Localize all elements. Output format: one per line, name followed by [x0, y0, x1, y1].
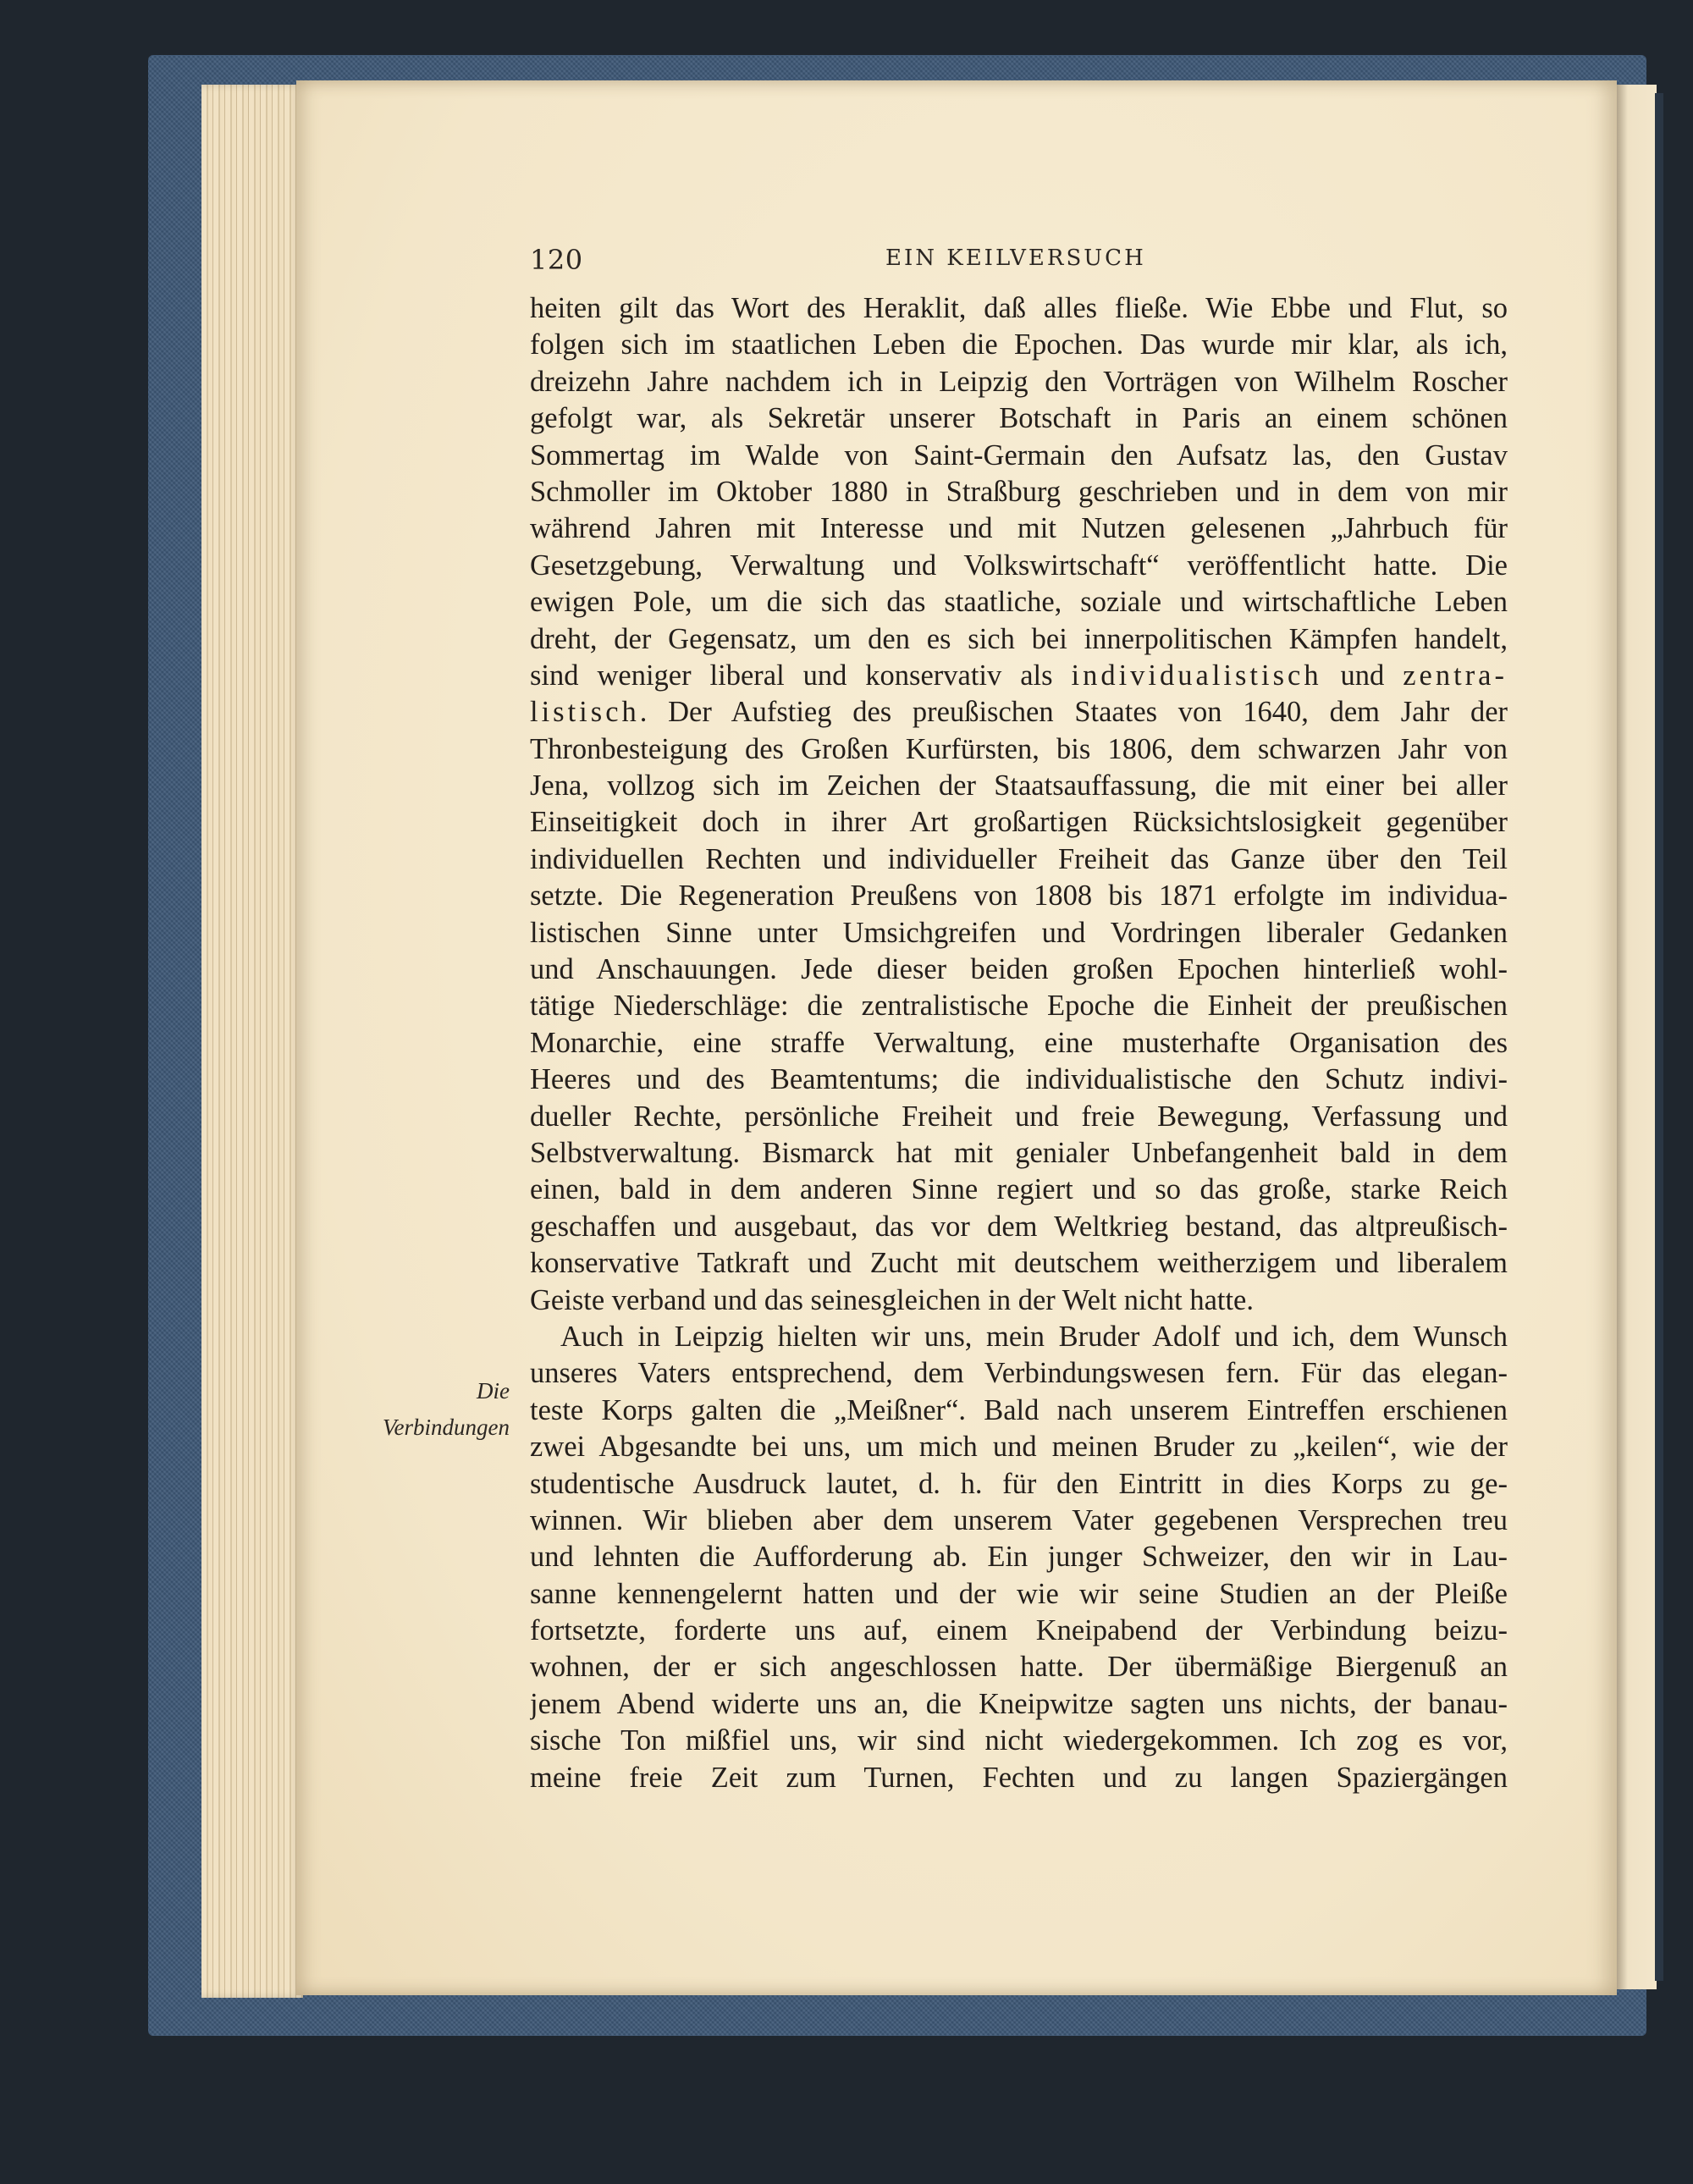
- text-line: unseres Vaters entsprechend, dem Verbindungswesen fern. Für das elegan-: [530, 1357, 1508, 1390]
- text-line: fortsetzte, forderte uns auf, einem Kneipabend der Verbindung beizu-: [530, 1614, 1508, 1647]
- margin-note-line: Die: [477, 1378, 510, 1404]
- margin-note-line: Verbindungen: [383, 1415, 510, 1441]
- text-line: Monarchie, eine straffe Verwaltung, eine musterhafte Organisation des: [530, 1026, 1508, 1059]
- text-line: dreizehn Jahre nachdem ich in Leipzig den Vorträgen von Wilhelm Roscher: [530, 365, 1508, 398]
- text-line: ewigen Pole, um die sich das staatliche, soziale und wirtschaftliche Leben: [530, 586, 1508, 619]
- text-line: Thronbesteigung des Großen Kurfürsten, bis 1806, dem schwarzen Jahr von: [530, 732, 1508, 765]
- text-line: wohnen, der er sich angeschlossen hatte. Der übermäßige Biergenuß an: [530, 1651, 1508, 1684]
- text-run: sind weniger liberal und konservativ als: [530, 659, 1072, 692]
- text-run: und: [1321, 659, 1403, 692]
- text-line: während Jahren mit Interesse und mit Nutzen gelesenen „Jahrbuch für: [530, 512, 1508, 545]
- text-line: [530, 658, 1508, 694]
- text-line: Selbstverwaltung. Bismarck hat mit genialer Unbefangenheit bald in dem: [530, 1136, 1508, 1169]
- text-line: Gesetzgebung, Verwaltung und Volkswirtschaft“ veröffentlicht hatte. Die: [530, 549, 1508, 582]
- emphasized-word: listisch: [530, 696, 640, 729]
- text-line: [530, 694, 1508, 731]
- text-line: Geiste verband und das seinesgleichen in der Welt nicht hatte.: [530, 1283, 1254, 1316]
- text-line: konservative Tatkraft und Zucht mit deutschem weitherzigem und liberalem: [530, 1247, 1508, 1280]
- text-run: . Der Aufstieg des preußischen Staates von 1640, dem Jahr der: [639, 696, 1508, 729]
- running-title: EIN KEILVERSUCH: [885, 245, 1146, 271]
- text-line: listischen Sinne unter Umsichgreifen und Vordringen liberaler Gedanken: [530, 916, 1508, 949]
- text-line: Schmoller im Oktober 1880 in Straßburg geschrieben und in dem von mir: [530, 475, 1508, 508]
- text-line: Auch in Leipzig hielten wir uns, mein Bruder Adolf und ich, dem Wunsch: [560, 1320, 1508, 1353]
- text-line: geschaffen und ausgebaut, das vor dem Weltkrieg bestand, das altpreußisch-: [530, 1210, 1508, 1243]
- text-line: dueller Rechte, persönliche Freiheit und freie Bewegung, Verfassung und: [530, 1100, 1508, 1133]
- text-line: Sommertag im Walde von Saint-Germain den Aufsatz las, den Gustav: [530, 438, 1508, 472]
- body-text: [530, 290, 1508, 1796]
- text-line: Jena, vollzog sich im Zeichen der Staatsauffassung, die mit einer bei aller: [530, 769, 1508, 802]
- text-line: setzte. Die Regeneration Preußens von 1808 bis 1871 erfolgte im individua-: [530, 880, 1508, 913]
- margin-note: [322, 1373, 510, 1447]
- text-line: und lehnten die Aufforderung ab. Ein junger Schweizer, den wir in Lau-: [530, 1541, 1508, 1574]
- text-line: folgen sich im staatlichen Leben die Epochen. Das wurde mir klar, als ich,: [530, 328, 1508, 361]
- text-line: sische Ton mißfiel uns, wir sind nicht wiedergekommen. Ich zog es vor,: [530, 1724, 1508, 1757]
- text-line: meine freie Zeit zum Turnen, Fechten und zu langen Spaziergängen: [530, 1761, 1508, 1794]
- text-line: individuellen Rechten und individueller Freiheit das Ganze über den Teil: [530, 842, 1508, 875]
- text-line: und Anschauungen. Jede dieser beiden großen Epochen hinterließ wohl-: [530, 953, 1508, 986]
- text-line: dreht, der Gegensatz, um den es sich bei innerpolitischen Kämpfen handelt,: [530, 622, 1508, 655]
- running-head: [530, 244, 1508, 278]
- emphasized-word: zentra-: [1403, 659, 1508, 692]
- emphasized-word: individualistisch: [1071, 659, 1322, 692]
- text-line: gefolgt war, als Sekretär unserer Botschaft in Paris an einem schönen: [530, 402, 1508, 435]
- text-line: teste Korps galten die „Meißner“. Bald nach unserem Eintreffen erschienen: [530, 1393, 1508, 1426]
- text-line: tätige Niederschläge: die zentralistische Epoche die Einheit der preußischen: [530, 990, 1508, 1023]
- facing-page-edge: [1655, 93, 1663, 1981]
- text-line: Einseitigkeit doch in ihrer Art großartigen Rücksichtslosigkeit gegenüber: [530, 806, 1508, 839]
- text-line: studentische Ausdruck lautet, d. h. für den Eintritt in dies Korps zu ge-: [530, 1467, 1508, 1500]
- text-line: winnen. Wir blieben aber dem unserem Vater gegebenen Versprechen treu: [530, 1503, 1508, 1536]
- text-line: sanne kennengelernt hatten und der wie wir seine Studien an der Pleiße: [530, 1577, 1508, 1610]
- facing-page: [1613, 85, 1657, 1989]
- text-line: Heeres und des Beamtentums; die individualistische den Schutz indivi-: [530, 1063, 1508, 1096]
- text-line: einen, bald in dem anderen Sinne regiert und so das große, starke Reich: [530, 1173, 1508, 1206]
- page-edges: [201, 85, 303, 1998]
- text-line: heiten gilt das Wort des Heraklit, daß alles fließe. Wie Ebbe und Flut, so: [530, 292, 1508, 324]
- text-line: zwei Abgesandte bei uns, um mich und meinen Bruder zu „keilen“, wie der: [530, 1431, 1508, 1464]
- page-number: 120: [530, 244, 583, 276]
- text-line: jenem Abend widerte uns an, die Kneipwitze sagten uns nichts, der banau-: [530, 1687, 1508, 1720]
